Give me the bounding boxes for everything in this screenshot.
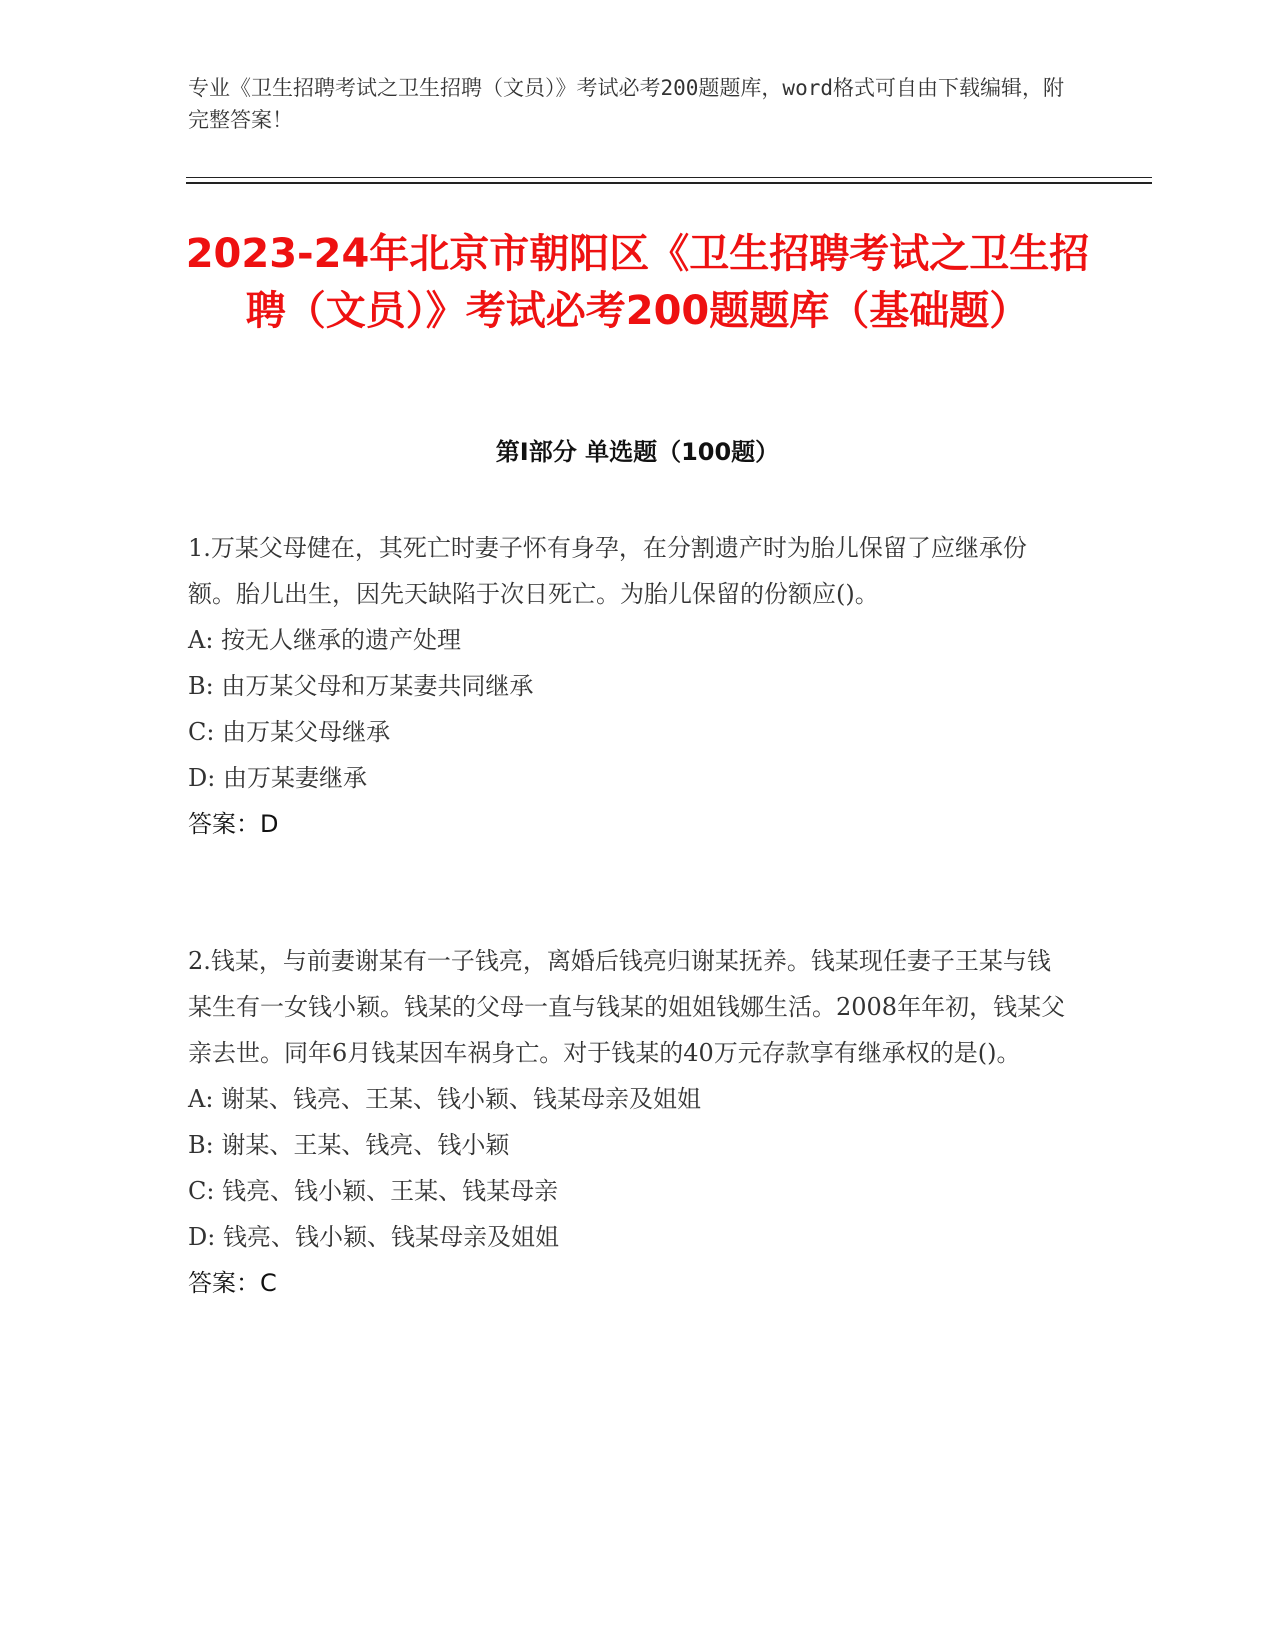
header-divider-thick xyxy=(186,182,1152,184)
option-b: B: 由万某父母和万某妻共同继承 xyxy=(188,672,534,700)
question-stem: 1.万某父母健在，其死亡时妻子怀有身孕，在分割遗产时为胎儿保留了应继承份额。胎儿出生，因先天缺陷于次日死亡。为胎儿保留的份额应()。 xyxy=(188,534,1027,608)
option-c: C: 由万某父母继承 xyxy=(188,718,391,746)
question-2 xyxy=(188,938,1068,1306)
header-divider-thin xyxy=(186,177,1152,178)
document-intro: 专业《卫生招聘考试之卫生招聘（文员）》考试必考200题题库，word格式可自由下载编辑，附完整答案！ xyxy=(188,76,1064,132)
option-a: A: 按无人继承的遗产处理 xyxy=(188,626,462,654)
option-c: C: 钱亮、钱小颖、王某、钱某母亲 xyxy=(188,1177,559,1205)
question-1 xyxy=(188,525,1068,847)
option-d: D: 钱亮、钱小颖、钱某母亲及姐姐 xyxy=(188,1223,559,1251)
answer: 答案：C xyxy=(188,1269,277,1297)
option-b: B: 谢某、王某、钱亮、钱小颖 xyxy=(188,1131,510,1159)
document-title: 2023-24年北京市朝阳区《卫生招聘考试之卫生招聘（文员）》考试必考200题题库（基础题） xyxy=(185,231,1090,334)
question-stem: 2.钱某，与前妻谢某有一子钱亮，离婚后钱亮归谢某抚养。钱某现任妻子王某与钱某生有一女钱小颖。钱某的父母一直与钱某的姐姐钱娜生活。2008年年初，钱某父亲去世。同年6月钱某因车祸身亡。对于钱某的40万元存款享有继承权的是()。 xyxy=(188,947,1066,1067)
option-a: A: 谢某、钱亮、王某、钱小颖、钱某母亲及姐姐 xyxy=(188,1085,702,1113)
option-d: D: 由万某妻继承 xyxy=(188,764,367,792)
section-heading: 第I部分 单选题（100题） xyxy=(495,438,780,466)
answer: 答案：D xyxy=(188,810,279,838)
